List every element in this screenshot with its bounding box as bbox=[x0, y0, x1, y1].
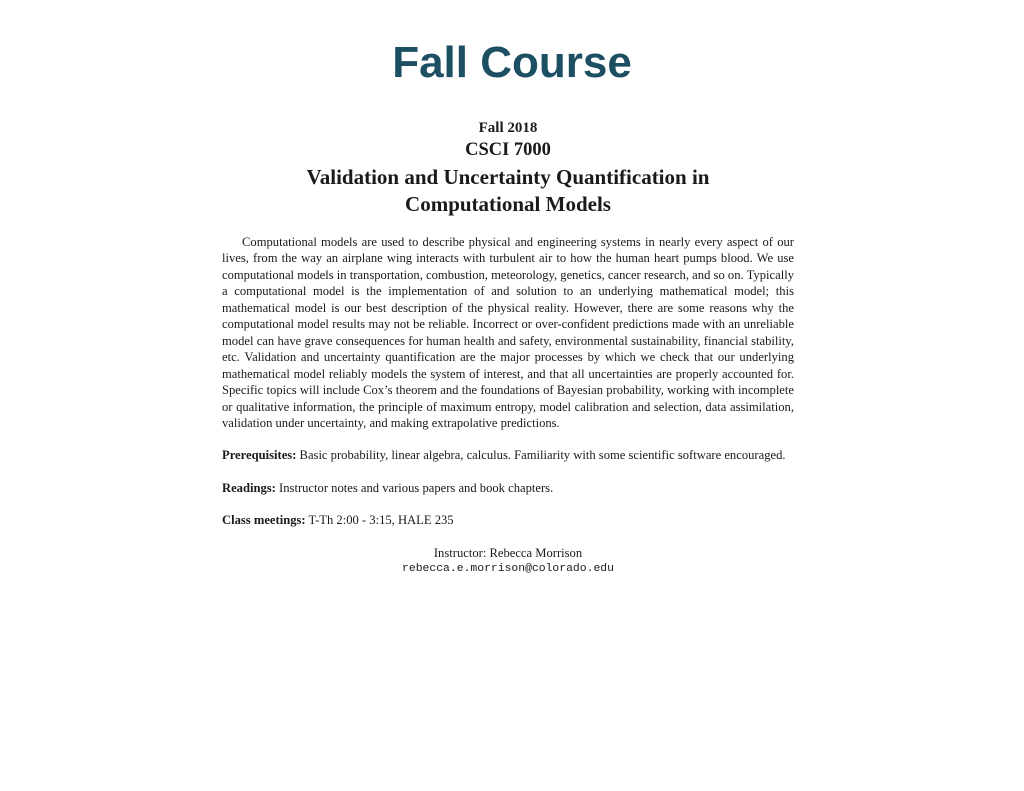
course-document bbox=[222, 116, 794, 577]
course-title bbox=[222, 164, 794, 218]
prerequisites-text: Basic probability, linear algebra, calculus. Familiarity with some scientific software encouraged. bbox=[299, 448, 786, 463]
prerequisites bbox=[222, 447, 794, 463]
course-title-line-1: Validation and Uncertainty Quantification in bbox=[306, 165, 710, 189]
course-title-line-2: Computational Models bbox=[405, 192, 611, 216]
readings-label: Readings: bbox=[222, 480, 276, 495]
class-meetings bbox=[222, 512, 794, 528]
class-meetings-text: T-Th 2:00 - 3:15, HALE 235 bbox=[308, 513, 454, 528]
term: Fall 2018 bbox=[478, 120, 538, 136]
instructor-email: rebecca.e.morrison@colorado.edu bbox=[402, 562, 614, 575]
readings-text: Instructor notes and various papers and book chapters. bbox=[279, 480, 554, 495]
course-description: Computational models are used to describe physical and engineering systems in nearly every aspect of our lives, from the way an airplane wing interacts with turbulent air to how the human heart pumps blood. We use computational models in transportation, combustion, meteorology, genetics, cancer research, and so on. Typically a computational model is the implementation of and solution to an underlying mathematical model; this mathematical model is our best description of the physical reality. However, there are some reasons why the computational model results may not be reliable. Incorrect or over-confident predictions made with an unreliable model can have grave consequences for human health and safety, environmental sustainability, financial stability, etc. Validation and uncertainty quantification are the major processes by which we check that our underlying mathematical model reliably models the system of interest, and that all uncertainties are properly accounted for. Specific topics will include Cox’s theorem and the foundations of Bayesian probability, working with incomplete or qualitative information, the principle of maximum entropy, model calibration and selection, data assimilation, validation under uncertainty, and making extrapolative predictions. bbox=[222, 235, 794, 430]
slide-title: Fall Course bbox=[392, 38, 632, 87]
course-number: CSCI 7000 bbox=[465, 140, 551, 160]
instructor: Instructor: Rebecca Morrison bbox=[433, 545, 583, 560]
prerequisites-label: Prerequisites: bbox=[222, 448, 297, 463]
class-meetings-label: Class meetings: bbox=[222, 513, 306, 528]
readings bbox=[222, 480, 794, 496]
document-header bbox=[222, 118, 794, 218]
